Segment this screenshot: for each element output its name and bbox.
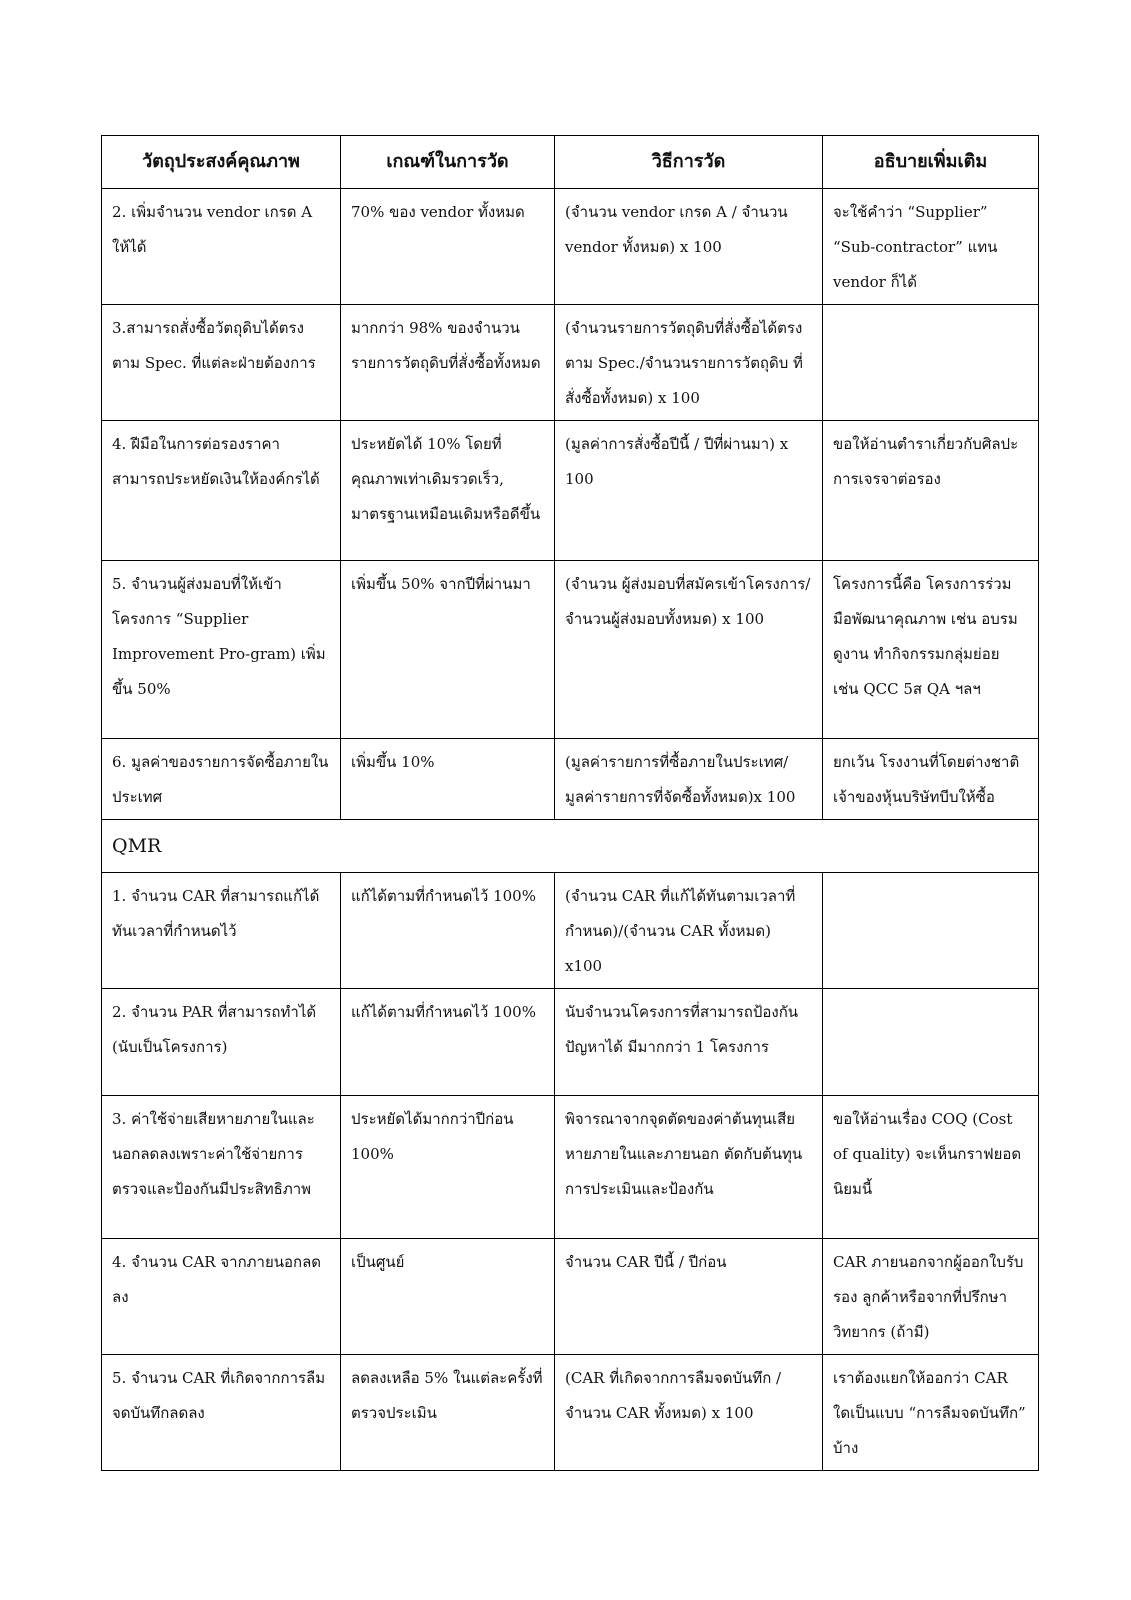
objective-cell: 2. เพิ่มจำนวน vendor เกรด A ให้ได้ [102, 189, 341, 305]
method-cell: (จำนวน ผู้ส่งมอบที่สมัครเข้าโครงการ/จำนวนผู้ส่งมอบทั้งหมด) x 100 [555, 561, 823, 739]
method-cell: พิจารณาจากจุดตัดของค่าต้นทุนเสียหายภายในและภายนอก ตัดกับต้นทุนการประเมินและป้องกัน [555, 1096, 823, 1239]
header-notes: อธิบายเพิ่มเติม [823, 136, 1039, 189]
notes-cell: ขอให้อ่านตำราเกี่ยวกับศิลปะการเจรจาต่อรอง [823, 421, 1039, 561]
method-cell: (จำนวนรายการวัตถุดิบที่สั่งซื้อได้ตรงตาม Spec./จำนวนรายการวัตถุดิบ ที่สั่งซื้อทั้งหมด) x 100 [555, 305, 823, 421]
header-objective: วัตถุประสงค์คุณภาพ [102, 136, 341, 189]
objective-cell: 4. ฝีมือในการต่อรองราคาสามารถประหยัดเงินให้องค์กรได้ [102, 421, 341, 561]
method-cell: (มูลค่าการสั่งซื้อปีนี้ / ปีที่ผ่านมา) x 100 [555, 421, 823, 561]
table-row [102, 1239, 1039, 1355]
criteria-cell: ประหยัดได้มากกว่าปีก่อน 100% [341, 1096, 555, 1239]
criteria-cell: แก้ได้ตามที่กำหนดไว้ 100% [341, 873, 555, 989]
notes-cell: CAR ภายนอกจากผู้ออกใบรับรอง ลูกค้าหรือจากที่ปรึกษาวิทยากร (ถ้ามี) [823, 1239, 1039, 1355]
criteria-cell: 70% ของ vendor ทั้งหมด [341, 189, 555, 305]
method-cell: (จำนวน CAR ที่แก้ได้ทันตามเวลาที่กำหนด)/(จำนวน CAR ทั้งหมด) x100 [555, 873, 823, 989]
objective-cell: 6. มูลค่าของรายการจัดซื้อภายในประเทศ [102, 739, 341, 820]
header-row [102, 136, 1039, 189]
table-row [102, 305, 1039, 421]
notes-cell: ขอให้อ่านเรื่อง COQ (Cost of quality) จะเห็นกราฟยอดนิยมนี้ [823, 1096, 1039, 1239]
table-row [102, 1096, 1039, 1239]
method-cell: (จำนวน vendor เกรด A / จำนวน vendor ทั้งหมด) x 100 [555, 189, 823, 305]
notes-cell: จะใช้คำว่า “Supplier” “Sub-contractor” แทน vendor ก็ได้ [823, 189, 1039, 305]
method-cell: จำนวน CAR ปีนี้ / ปีก่อน [555, 1239, 823, 1355]
section-row-qmr [102, 820, 1039, 873]
criteria-cell: เพิ่มขึ้น 50% จากปีที่ผ่านมา [341, 561, 555, 739]
table-row [102, 989, 1039, 1096]
header-method: วิธีการวัด [555, 136, 823, 189]
objective-cell: 2. จำนวน PAR ที่สามารถทำได้ (นับเป็นโครงการ) [102, 989, 341, 1096]
table-row [102, 561, 1039, 739]
notes-cell [823, 305, 1039, 421]
table-row [102, 739, 1039, 820]
criteria-cell: เพิ่มขึ้น 10% [341, 739, 555, 820]
criteria-cell: มากกว่า 98% ของจำนวนรายการวัตถุดิบที่สั่งซื้อทั้งหมด [341, 305, 555, 421]
quality-objectives-table [101, 135, 1039, 1471]
table-row [102, 189, 1039, 305]
notes-cell: เราต้องแยกให้ออกว่า CAR ใดเป็นแบบ “การลืมจดบันทึก” บ้าง [823, 1355, 1039, 1471]
notes-cell: โครงการนี้คือ โครงการร่วมมือพัฒนาคุณภาพ เช่น อบรม ดูงาน ทำกิจกรรมกลุ่มย่อย เช่น QCC 5ส QA ฯลฯ [823, 561, 1039, 739]
section-label: QMR [102, 820, 1039, 873]
table-row [102, 421, 1039, 561]
objective-cell: 4. จำนวน CAR จากภายนอกลดลง [102, 1239, 341, 1355]
table-row [102, 1355, 1039, 1471]
criteria-cell: ลดลงเหลือ 5% ในแต่ละครั้งที่ตรวจประเมิน [341, 1355, 555, 1471]
objective-cell: 5. จำนวน CAR ที่เกิดจากการลืม จดบันทึกลดลง [102, 1355, 341, 1471]
notes-cell [823, 989, 1039, 1096]
notes-cell [823, 873, 1039, 989]
objective-cell: 5. จำนวนผู้ส่งมอบที่ให้เข้าโครงการ “Supplier Improvement Pro-gram) เพิ่มขึ้น 50% [102, 561, 341, 739]
method-cell: นับจำนวนโครงการที่สามารถป้องกันปัญหาได้ มีมากกว่า 1 โครงการ [555, 989, 823, 1096]
criteria-cell: เป็นศูนย์ [341, 1239, 555, 1355]
criteria-cell: ประหยัดได้ 10% โดยที่คุณภาพเท่าเดิมรวดเร็ว, มาตรฐานเหมือนเดิมหรือดีขึ้น [341, 421, 555, 561]
criteria-cell: แก้ได้ตามที่กำหนดไว้ 100% [341, 989, 555, 1096]
header-criteria: เกณฑ์ในการวัด [341, 136, 555, 189]
objective-cell: 3. ค่าใช้จ่ายเสียหายภายในและนอกลดลงเพราะค่าใช้จ่ายการตรวจและป้องกันมีประสิทธิภาพ [102, 1096, 341, 1239]
method-cell: (มูลค่ารายการที่ซื้อภายในประเทศ/มูลค่ารายการที่จัดซื้อทั้งหมด)x 100 [555, 739, 823, 820]
notes-cell: ยกเว้น โรงงานที่โดยต่างชาติเจ้าของหุ้นบริษัทบีบให้ซื้อ [823, 739, 1039, 820]
table-row [102, 873, 1039, 989]
objective-cell: 3.สามารถสั่งซื้อวัตถุดิบได้ตรงตาม Spec. ที่แต่ละฝ่ายต้องการ [102, 305, 341, 421]
objective-cell: 1. จำนวน CAR ที่สามารถแก้ได้ทันเวลาที่กำหนดไว้ [102, 873, 341, 989]
method-cell: (CAR ที่เกิดจากการลืมจดบันทึก / จำนวน CAR ทั้งหมด) x 100 [555, 1355, 823, 1471]
